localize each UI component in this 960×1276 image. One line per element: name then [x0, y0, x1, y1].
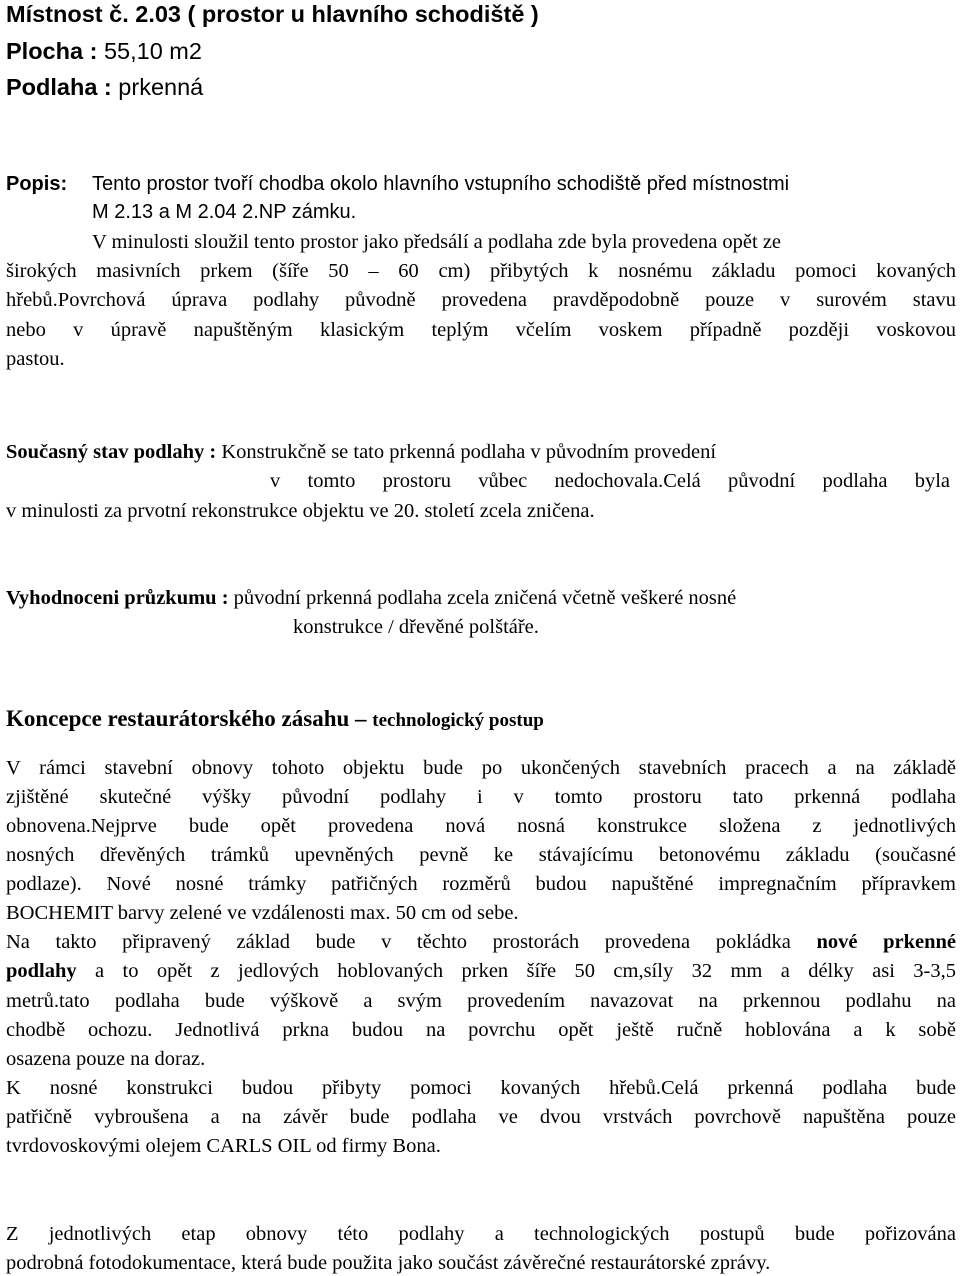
- room-label: Místnost č. 2.03: [6, 1, 181, 27]
- room-title: [6, 0, 539, 28]
- evaluation-line-2: konstrukce / dřevěné polštáře.: [293, 616, 539, 638]
- description-para-5: pastou.: [6, 348, 65, 370]
- concept-line-5: podlaze). Nové nosné trámky patřičných rozměrů budou napuštěné impregnačním přípravkem: [6, 873, 956, 895]
- evaluation-line-1: Vyhodnoceni průzkumu : původní prkenná podlaha zcela zničená včetně veškeré nosné: [6, 587, 737, 609]
- area-line: [6, 37, 202, 65]
- description-line-1: Tento prostor tvoří chodba okolo hlavního vstupního schodiště před místnostmi: [92, 173, 790, 195]
- floor-line: [6, 73, 203, 101]
- concept-title: Koncepce restaurátorského zásahu: [6, 706, 350, 731]
- concept-line-3: obnovena.Nejprve bude opět provedena nová nosná konstrukce složena z jednotlivých: [6, 815, 956, 837]
- concept-p2-line-8: tvrdovoskovými olejem CARLS OIL od firmy Bona.: [6, 1135, 441, 1157]
- floor-label: Podlaha :: [6, 74, 112, 100]
- concept-p2-line-7: patřičně vybroušena a na závěr bude podlaha ve dvou vrstvách povrchově napuštěna pouze: [6, 1106, 956, 1128]
- evaluation-label: Vyhodnoceni průzkumu :: [6, 587, 229, 609]
- area-value: 55,10 m2: [97, 38, 202, 64]
- concept-line-2: zjištěné skutečné výšky původní podlahy i v tomto prostoru tato prkenná podlaha: [6, 786, 956, 808]
- current-state-label: Současný stav podlahy :: [6, 441, 217, 463]
- concept-p2-line-3: metrů.tato podlaha bude výškově a svým provedením navazovat na prkennou podlahu na: [6, 990, 956, 1012]
- concept-heading: [6, 704, 544, 736]
- concept-p2-line-1: Na takto připravený základ bude v těchto prostorách provedena pokládka nové prkenné: [6, 931, 956, 953]
- concept-dash: –: [349, 706, 373, 731]
- current-state-line-2: v tomto prostoru vůbec nedochovala.Celá původní podlaha byla: [270, 470, 950, 492]
- description-label: Popis:: [6, 173, 68, 195]
- description-para-4: nebo v úpravě napuštěným klasickým teplým včelím voskem případně později voskovou: [6, 319, 956, 341]
- concept-line-1: V rámci stavební obnovy tohoto objektu bude po ukončených stavebních pracech a na základě: [6, 757, 956, 779]
- description-para-1: V minulosti sloužil tento prostor jako předsálí a podlaha zde byla provedena opět ze: [92, 231, 782, 253]
- closing-line-1: Z jednotlivých etap obnovy této podlahy a technologických postupů bude pořizována: [6, 1223, 956, 1245]
- current-state-line-3: v minulosti za prvotní rekonstrukce objektu ve 20. století zcela zničena.: [6, 500, 595, 522]
- description-para-2: širokých masivních prkem (šíře 50 – 60 cm) přibytých k nosnému základu pomoci kovaných: [6, 260, 956, 282]
- area-label: Plocha :: [6, 38, 98, 64]
- floor-value: prkenná: [111, 74, 204, 100]
- concept-line-6: BOCHEMIT barvy zelené ve vzdálenosti max. 50 cm od sebe.: [6, 902, 519, 924]
- concept-subtitle: technologický postup: [372, 710, 544, 731]
- description-para-3: hřebů.Povrchová úprava podlahy původně provedena pravděpodobně pouze v surovém stavu: [6, 289, 956, 311]
- room-note: ( prostor u hlavního schodiště ): [181, 1, 539, 27]
- concept-p2-line-2: podlahy a to opět z jedlových hoblovaných prken šíře 50 cm,síly 32 mm a délky asi 3-3,5: [6, 960, 956, 982]
- concept-p2-line-6: K nosné konstrukci budou přibyty pomoci kovaných hřebů.Celá prkenná podlaha bude: [6, 1077, 956, 1099]
- current-state-line-1: Současný stav podlahy : Konstrukčně se tato prkenná podlaha v původním provedení: [6, 441, 717, 463]
- concept-p2-line-5: osazena pouze na doraz.: [6, 1048, 206, 1070]
- concept-line-4: nosných dřevěných trámků upevněných pevně ke stávajícímu betonovému základu (současné: [6, 844, 956, 866]
- description-line-2: M 2.13 a M 2.04 2.NP zámku.: [92, 201, 357, 223]
- concept-p2-line-4: chodbě ochozu. Jednotlivá prkna budou na povrchu opět ještě ručně hoblována a k sobě: [6, 1019, 956, 1041]
- closing-line-2: podrobná fotodokumentace, která bude použita jako součást závěrečné restaurátorské zprávy.: [6, 1252, 771, 1274]
